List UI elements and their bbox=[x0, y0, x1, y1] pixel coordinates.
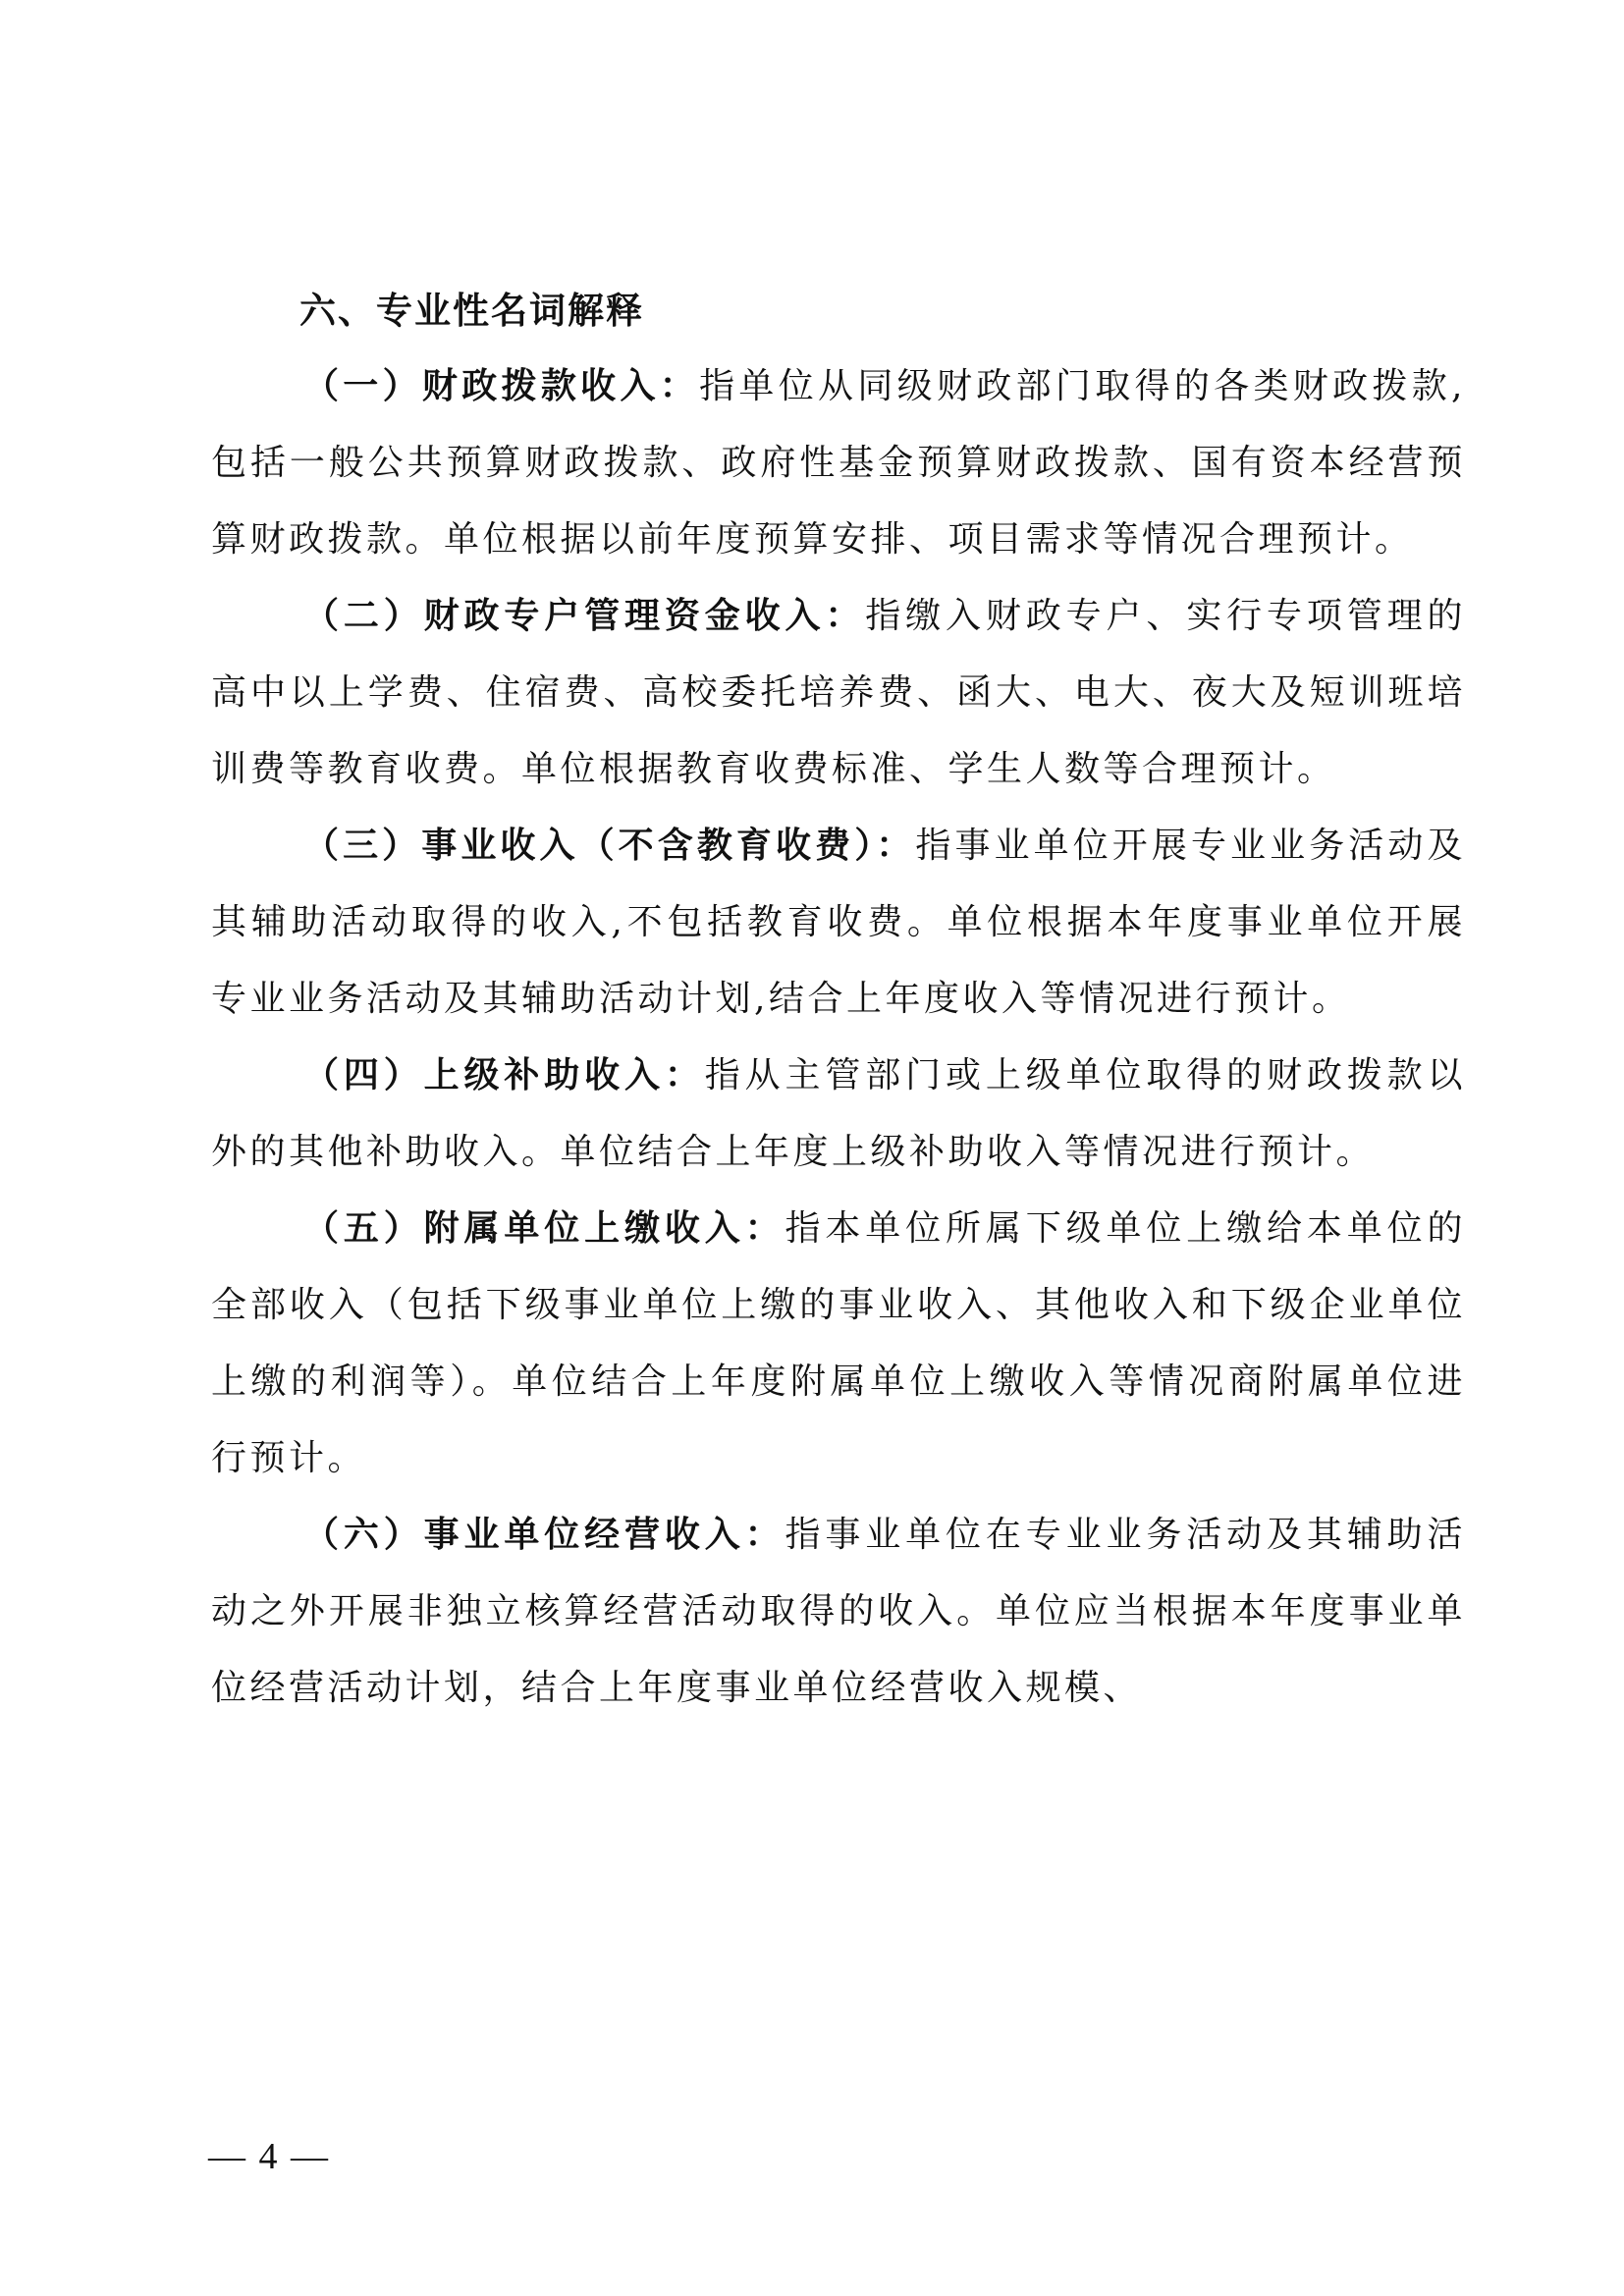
definition-term: （四）上级补助收入： bbox=[303, 1055, 705, 1095]
definition-body: 指缴入财政专户、实行专项管理的高中以上学费、住宿费、高校委托培养费、函大、电大、夜大及短训班培训费等教育收费。单位根据教育收费标准、学生人数等合理预计。 bbox=[211, 596, 1466, 789]
definition-term: （二）财政专户管理资金收入： bbox=[303, 596, 866, 636]
definition-term: （五）附属单位上缴收入： bbox=[303, 1208, 785, 1249]
definition-body: 指本单位所属下级单位上缴给本单位的全部收入（包括下级事业单位上缴的事业收入、其他收入和下级企业单位上缴的利润等）。单位结合上年度附属单位上缴收入等情况商附属单位进行预计。 bbox=[211, 1208, 1466, 1478]
definition-paragraph-4 bbox=[211, 1038, 1466, 1191]
definition-paragraph-6 bbox=[211, 1497, 1466, 1727]
definition-term: （三）事业收入（不含教育收费）： bbox=[303, 826, 916, 866]
definition-body: 指单位从同级财政部门取得的各类财政拨款,包括一般公共预算财政拨款、政府性基金预算财政拨款、国有资本经营预算财政拨款。单位根据以前年度预算安排、项目需求等情况合理预计。 bbox=[211, 366, 1466, 560]
definition-term: （六）事业单位经营收入： bbox=[303, 1515, 785, 1555]
definition-paragraph-3 bbox=[211, 808, 1466, 1038]
page-number: — 4 — bbox=[208, 2136, 330, 2177]
definition-body: 指事业单位在专业业务活动及其辅助活动之外开展非独立核算经营活动取得的收入。单位应当根据本年度事业单位经营活动计划，结合上年度事业单位经营收入规模、 bbox=[211, 1515, 1466, 1708]
definition-term: （一）财政拨款收入： bbox=[303, 366, 700, 406]
section-heading: 六、专业性名词解释 bbox=[299, 290, 644, 332]
definition-body: 指事业单位开展专业业务活动及其辅助活动取得的收入,不包括教育收费。单位根据本年度事业单位开展专业业务活动及其辅助活动计划,结合上年度收入等情况进行预计。 bbox=[211, 826, 1466, 1019]
definition-body: 指从主管部门或上级单位取得的财政拨款以外的其他补助收入。单位结合上年度上级补助收入等情况进行预计。 bbox=[211, 1055, 1466, 1172]
definition-paragraph-2 bbox=[211, 578, 1466, 808]
definition-paragraph-1 bbox=[211, 348, 1466, 578]
definition-paragraph-5 bbox=[211, 1191, 1466, 1497]
document-body bbox=[211, 280, 1466, 1727]
